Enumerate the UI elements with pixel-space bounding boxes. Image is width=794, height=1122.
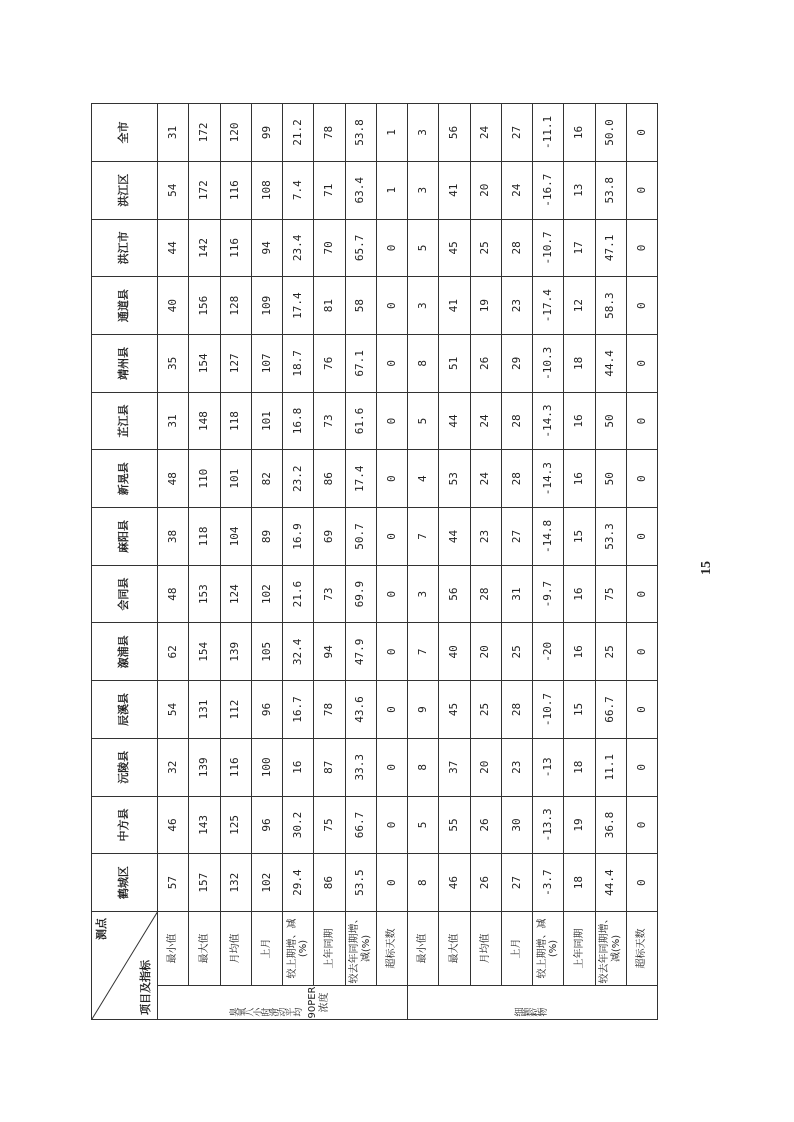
value-cell: 58.3 — [595, 277, 626, 335]
corner-cell — [92, 912, 158, 1020]
table-row — [189, 104, 220, 1020]
station-header: 溆浦县 — [92, 623, 158, 681]
value-cell: 61.6 — [345, 392, 376, 450]
value-cell: 56 — [439, 104, 470, 162]
value-cell: 46 — [439, 854, 470, 912]
station-header: 通道县 — [92, 277, 158, 335]
value-cell: 54 — [158, 161, 189, 219]
value-cell: 102 — [251, 565, 282, 623]
value-cell: 27 — [501, 854, 532, 912]
value-cell: 26 — [470, 334, 501, 392]
value-cell: 116 — [220, 161, 251, 219]
value-cell: 18 — [564, 854, 595, 912]
table-row — [533, 104, 564, 1020]
value-cell: 50 — [595, 450, 626, 508]
value-cell: 118 — [189, 508, 220, 566]
row-label: 最小值 — [158, 912, 189, 986]
row-label: 较去年同期增、减(%) — [595, 912, 626, 986]
value-cell: 8 — [408, 738, 439, 796]
value-cell: 25 — [470, 681, 501, 739]
value-cell: 63.4 — [345, 161, 376, 219]
value-cell: -13 — [533, 738, 564, 796]
value-cell: 0 — [376, 277, 407, 335]
table-body — [158, 104, 658, 1020]
value-cell: 78 — [314, 104, 345, 162]
value-cell: 96 — [251, 796, 282, 854]
value-cell: 0 — [626, 161, 657, 219]
table-row — [251, 104, 282, 1020]
value-cell: 105 — [251, 623, 282, 681]
value-cell: 26 — [470, 796, 501, 854]
station-header: 鹤城区 — [92, 854, 158, 912]
value-cell: 53.5 — [345, 854, 376, 912]
row-label: 较去年同期增、减(%) — [345, 912, 376, 986]
value-cell: 53.8 — [595, 161, 626, 219]
value-cell: 5 — [408, 796, 439, 854]
value-cell: 104 — [220, 508, 251, 566]
value-cell: 53.8 — [345, 104, 376, 162]
value-cell: 62 — [158, 623, 189, 681]
row-label: 上月 — [501, 912, 532, 986]
value-cell: 87 — [314, 738, 345, 796]
value-cell: 48 — [158, 565, 189, 623]
value-cell: 3 — [408, 161, 439, 219]
row-label: 超标天数 — [376, 912, 407, 986]
station-header: 洪江区 — [92, 161, 158, 219]
value-cell: 31 — [158, 104, 189, 162]
value-cell: 56 — [439, 565, 470, 623]
value-cell: 7 — [408, 508, 439, 566]
value-cell: 0 — [376, 450, 407, 508]
value-cell: 75 — [314, 796, 345, 854]
value-cell: 128 — [220, 277, 251, 335]
value-cell: 40 — [439, 623, 470, 681]
table-row — [470, 104, 501, 1020]
row-label: 上年同期 — [314, 912, 345, 986]
value-cell: -11.1 — [533, 104, 564, 162]
value-cell: 19 — [470, 277, 501, 335]
station-header: 沅陵县 — [92, 738, 158, 796]
value-cell: 157 — [189, 854, 220, 912]
value-cell: 50.0 — [595, 104, 626, 162]
value-cell: 36.8 — [595, 796, 626, 854]
value-cell: 19 — [564, 796, 595, 854]
row-label: 最小值 — [408, 912, 439, 986]
air-quality-table — [91, 103, 658, 1020]
value-cell: 20 — [470, 161, 501, 219]
value-cell: 76 — [314, 334, 345, 392]
value-cell: 1 — [376, 161, 407, 219]
value-cell: 25 — [501, 623, 532, 681]
value-cell: 54 — [158, 681, 189, 739]
table-row — [439, 104, 470, 1020]
value-cell: 86 — [314, 450, 345, 508]
value-cell: 29.4 — [283, 854, 314, 912]
value-cell: 118 — [220, 392, 251, 450]
value-cell: 65.7 — [345, 219, 376, 277]
page-number: 15 — [699, 561, 714, 575]
value-cell: 18.7 — [283, 334, 314, 392]
value-cell: 73 — [314, 565, 345, 623]
value-cell: 0 — [376, 796, 407, 854]
value-cell: 0 — [376, 681, 407, 739]
value-cell: 7 — [408, 623, 439, 681]
value-cell: -14.3 — [533, 450, 564, 508]
value-cell: 43.6 — [345, 681, 376, 739]
value-cell: 0 — [376, 508, 407, 566]
value-cell: 20 — [470, 738, 501, 796]
value-cell: 12 — [564, 277, 595, 335]
value-cell: 110 — [189, 450, 220, 508]
value-cell: 24 — [501, 161, 532, 219]
row-label: 月均值 — [220, 912, 251, 986]
station-header: 芷江县 — [92, 392, 158, 450]
value-cell: 23.2 — [283, 450, 314, 508]
value-cell: 0 — [626, 565, 657, 623]
value-cell: 17 — [564, 219, 595, 277]
value-cell: 37 — [439, 738, 470, 796]
value-cell: 3 — [408, 104, 439, 162]
corner-top-label: 测点 — [95, 918, 108, 940]
value-cell: 139 — [189, 738, 220, 796]
table-row — [345, 104, 376, 1020]
value-cell: 21.6 — [283, 565, 314, 623]
value-cell: -10.7 — [533, 681, 564, 739]
row-label: 月均值 — [470, 912, 501, 986]
value-cell: 109 — [251, 277, 282, 335]
value-cell: 0 — [626, 796, 657, 854]
group-label-line: 细颗粒物 — [513, 1008, 546, 1019]
row-label: 较上期增、减(%) — [533, 912, 564, 986]
value-cell: -14.3 — [533, 392, 564, 450]
value-cell: 15 — [564, 681, 595, 739]
value-cell: 26 — [470, 854, 501, 912]
value-cell: 108 — [251, 161, 282, 219]
station-header: 洪江市 — [92, 219, 158, 277]
value-cell: 29 — [501, 334, 532, 392]
value-cell: 3 — [408, 277, 439, 335]
value-cell: 44 — [439, 392, 470, 450]
value-cell: 142 — [189, 219, 220, 277]
value-cell: 23 — [470, 508, 501, 566]
value-cell: 154 — [189, 334, 220, 392]
value-cell: 50.7 — [345, 508, 376, 566]
table-row — [408, 104, 439, 1020]
value-cell: -16.7 — [533, 161, 564, 219]
corner-bottom-label: 项目及指标 — [139, 960, 153, 1015]
value-cell: 116 — [220, 219, 251, 277]
value-cell: 25 — [595, 623, 626, 681]
value-cell: 82 — [251, 450, 282, 508]
station-header: 中方县 — [92, 796, 158, 854]
value-cell: 17.4 — [283, 277, 314, 335]
value-cell: 71 — [314, 161, 345, 219]
value-cell: 1 — [376, 104, 407, 162]
value-cell: 0 — [626, 681, 657, 739]
table-row — [626, 104, 657, 1020]
value-cell: 23 — [501, 738, 532, 796]
value-cell: 0 — [626, 854, 657, 912]
group-label — [158, 986, 408, 1020]
value-cell: -3.7 — [533, 854, 564, 912]
value-cell: 45 — [439, 681, 470, 739]
value-cell: 33.3 — [345, 738, 376, 796]
value-cell: 31 — [158, 392, 189, 450]
header-row — [92, 104, 158, 1020]
value-cell: 38 — [158, 508, 189, 566]
value-cell: 20 — [470, 623, 501, 681]
value-cell: 0 — [376, 854, 407, 912]
value-cell: 99 — [251, 104, 282, 162]
value-cell: 24 — [470, 104, 501, 162]
row-label: 超标天数 — [626, 912, 657, 986]
value-cell: 27 — [501, 508, 532, 566]
value-cell: 0 — [626, 334, 657, 392]
value-cell: 44 — [439, 508, 470, 566]
value-cell: 16 — [283, 738, 314, 796]
value-cell: 0 — [376, 392, 407, 450]
value-cell: 16.9 — [283, 508, 314, 566]
value-cell: 16 — [564, 565, 595, 623]
value-cell: 30.2 — [283, 796, 314, 854]
value-cell: 48 — [158, 450, 189, 508]
value-cell: 131 — [189, 681, 220, 739]
value-cell: 94 — [314, 623, 345, 681]
value-cell: 66.7 — [345, 796, 376, 854]
value-cell: 17.4 — [345, 450, 376, 508]
value-cell: 28 — [501, 450, 532, 508]
value-cell: 101 — [251, 392, 282, 450]
value-cell: 28 — [501, 392, 532, 450]
value-cell: 32.4 — [283, 623, 314, 681]
value-cell: 47.1 — [595, 219, 626, 277]
value-cell: 143 — [189, 796, 220, 854]
value-cell: 40 — [158, 277, 189, 335]
value-cell: 0 — [626, 508, 657, 566]
value-cell: 69 — [314, 508, 345, 566]
value-cell: 16 — [564, 450, 595, 508]
value-cell: 154 — [189, 623, 220, 681]
value-cell: 58 — [345, 277, 376, 335]
value-cell: 125 — [220, 796, 251, 854]
value-cell: -13.3 — [533, 796, 564, 854]
value-cell: 153 — [189, 565, 220, 623]
value-cell: 107 — [251, 334, 282, 392]
value-cell: 0 — [626, 450, 657, 508]
value-cell: 0 — [626, 738, 657, 796]
row-label: 最大值 — [189, 912, 220, 986]
value-cell: 44 — [158, 219, 189, 277]
table-row — [314, 104, 345, 1020]
value-cell: 28 — [501, 681, 532, 739]
value-cell: 156 — [189, 277, 220, 335]
value-cell: 31 — [501, 565, 532, 623]
value-cell: 127 — [220, 334, 251, 392]
value-cell: 73 — [314, 392, 345, 450]
value-cell: -20 — [533, 623, 564, 681]
value-cell: 86 — [314, 854, 345, 912]
value-cell: 101 — [220, 450, 251, 508]
value-cell: 120 — [220, 104, 251, 162]
value-cell: 41 — [439, 277, 470, 335]
station-header: 会同县 — [92, 565, 158, 623]
value-cell: 94 — [251, 219, 282, 277]
value-cell: 0 — [626, 219, 657, 277]
value-cell: 11.1 — [595, 738, 626, 796]
table-row — [283, 104, 314, 1020]
value-cell: -9.7 — [533, 565, 564, 623]
row-label: 最大值 — [439, 912, 470, 986]
value-cell: 96 — [251, 681, 282, 739]
value-cell: 0 — [626, 104, 657, 162]
value-cell: -17.4 — [533, 277, 564, 335]
value-cell: 89 — [251, 508, 282, 566]
station-header: 靖州县 — [92, 334, 158, 392]
group-label-line: 臭氧八小时滑动平均 — [229, 1008, 301, 1019]
table-row — [564, 104, 595, 1020]
value-cell: 100 — [251, 738, 282, 796]
value-cell: 44.4 — [595, 334, 626, 392]
value-cell: 81 — [314, 277, 345, 335]
value-cell: 9 — [408, 681, 439, 739]
value-cell: 172 — [189, 104, 220, 162]
value-cell: 24 — [470, 450, 501, 508]
value-cell: 132 — [220, 854, 251, 912]
station-header: 全市 — [92, 104, 158, 162]
table-row — [220, 104, 251, 1020]
value-cell: 172 — [189, 161, 220, 219]
table-row — [501, 104, 532, 1020]
value-cell: 3 — [408, 565, 439, 623]
value-cell: 5 — [408, 219, 439, 277]
value-cell: 13 — [564, 161, 595, 219]
value-cell: 15 — [564, 508, 595, 566]
value-cell: 0 — [376, 219, 407, 277]
value-cell: 69.9 — [345, 565, 376, 623]
value-cell: 45 — [439, 219, 470, 277]
value-cell: 0 — [626, 392, 657, 450]
value-cell: 30 — [501, 796, 532, 854]
rotated-table-wrapper — [91, 103, 658, 1020]
value-cell: 16 — [564, 392, 595, 450]
station-header: 辰溪县 — [92, 681, 158, 739]
value-cell: 16.7 — [283, 681, 314, 739]
value-cell: 18 — [564, 738, 595, 796]
value-cell: 0 — [626, 623, 657, 681]
value-cell: 148 — [189, 392, 220, 450]
value-cell: 70 — [314, 219, 345, 277]
value-cell: 35 — [158, 334, 189, 392]
value-cell: 7.4 — [283, 161, 314, 219]
value-cell: 0 — [376, 623, 407, 681]
table-row — [376, 104, 407, 1020]
value-cell: 4 — [408, 450, 439, 508]
station-header: 麻阳县 — [92, 508, 158, 566]
value-cell: 0 — [376, 565, 407, 623]
value-cell: 44.4 — [595, 854, 626, 912]
value-cell: 55 — [439, 796, 470, 854]
value-cell: 27 — [501, 104, 532, 162]
value-cell: 41 — [439, 161, 470, 219]
value-cell: -14.8 — [533, 508, 564, 566]
row-label: 上年同期 — [564, 912, 595, 986]
row-label: 较上期增、减(%) — [283, 912, 314, 986]
value-cell: -10.3 — [533, 334, 564, 392]
value-cell: 16 — [564, 104, 595, 162]
value-cell: 47.9 — [345, 623, 376, 681]
value-cell: 5 — [408, 392, 439, 450]
value-cell: 0 — [376, 738, 407, 796]
value-cell: 53.3 — [595, 508, 626, 566]
value-cell: 28 — [501, 219, 532, 277]
value-cell: 78 — [314, 681, 345, 739]
value-cell: -10.7 — [533, 219, 564, 277]
value-cell: 23 — [501, 277, 532, 335]
value-cell: 66.7 — [595, 681, 626, 739]
value-cell: 32 — [158, 738, 189, 796]
value-cell: 50 — [595, 392, 626, 450]
value-cell: 8 — [408, 854, 439, 912]
value-cell: 116 — [220, 738, 251, 796]
table-row — [595, 104, 626, 1020]
table-row — [158, 104, 189, 1020]
value-cell: 57 — [158, 854, 189, 912]
value-cell: 18 — [564, 334, 595, 392]
value-cell: 21.2 — [283, 104, 314, 162]
value-cell: 53 — [439, 450, 470, 508]
value-cell: 24 — [470, 392, 501, 450]
value-cell: 51 — [439, 334, 470, 392]
value-cell: 28 — [470, 565, 501, 623]
value-cell: 124 — [220, 565, 251, 623]
group-label — [408, 986, 658, 1020]
value-cell: 67.1 — [345, 334, 376, 392]
value-cell: 75 — [595, 565, 626, 623]
value-cell: 25 — [470, 219, 501, 277]
value-cell: 112 — [220, 681, 251, 739]
group-label-line: 90PER浓度 — [307, 986, 330, 1019]
value-cell: 0 — [376, 334, 407, 392]
value-cell: 16 — [564, 623, 595, 681]
value-cell: 102 — [251, 854, 282, 912]
value-cell: 8 — [408, 334, 439, 392]
value-cell: 16.8 — [283, 392, 314, 450]
value-cell: 23.4 — [283, 219, 314, 277]
value-cell: 0 — [626, 277, 657, 335]
station-header: 新晃县 — [92, 450, 158, 508]
value-cell: 46 — [158, 796, 189, 854]
value-cell: 139 — [220, 623, 251, 681]
row-label: 上月 — [251, 912, 282, 986]
